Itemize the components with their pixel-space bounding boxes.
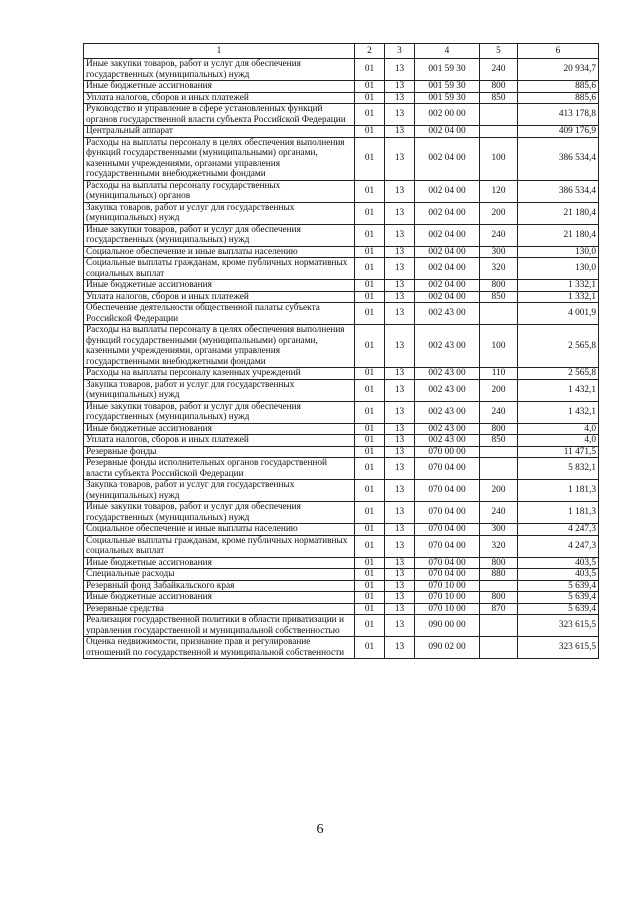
table-row — [84, 592, 599, 604]
table-row — [84, 368, 599, 380]
subsection-cell: 13 — [385, 280, 415, 292]
target-article-cell: 002 04 00 — [415, 258, 480, 280]
column-header: 2 — [355, 44, 385, 59]
section-cell: 01 — [355, 92, 385, 104]
amount-cell: 409 176,9 — [518, 126, 599, 138]
expense-type-cell: 240 — [480, 224, 518, 246]
row-name-cell: Расходы на выплаты персоналу казенных учреждений — [84, 368, 355, 380]
subsection-cell: 13 — [385, 603, 415, 615]
page-number: 6 — [316, 822, 324, 837]
section-cell: 01 — [355, 368, 385, 380]
expense-type-cell: 200 — [480, 379, 518, 401]
subsection-cell: 13 — [385, 615, 415, 637]
subsection-cell: 13 — [385, 325, 415, 368]
target-article-cell: 070 04 00 — [415, 502, 480, 524]
expense-type-cell: 800 — [480, 592, 518, 604]
table-row — [84, 202, 599, 224]
target-article-cell: 070 04 00 — [415, 480, 480, 502]
target-article-cell: 002 04 00 — [415, 180, 480, 202]
expense-type-cell: 240 — [480, 59, 518, 81]
subsection-cell: 13 — [385, 480, 415, 502]
target-article-cell: 070 04 00 — [415, 557, 480, 569]
row-name-cell: Иные закупки товаров, работ и услуг для обеспечения государственных (муниципальных) нужд — [84, 59, 355, 81]
expense-type-cell: 200 — [480, 202, 518, 224]
row-name-cell: Иные бюджетные ассигнования — [84, 423, 355, 435]
section-cell: 01 — [355, 81, 385, 93]
row-name-cell: Иные закупки товаров, работ и услуг для обеспечения государственных (муниципальных) нужд — [84, 502, 355, 524]
target-article-cell: 002 04 00 — [415, 291, 480, 303]
amount-cell: 11 471,5 — [518, 446, 599, 458]
table-row — [84, 435, 599, 447]
subsection-cell: 13 — [385, 524, 415, 536]
row-name-cell: Центральный аппарат — [84, 126, 355, 138]
section-cell: 01 — [355, 59, 385, 81]
row-name-cell: Социальные выплаты гражданам, кроме публичных нормативных социальных выплат — [84, 258, 355, 280]
amount-cell: 4 001,9 — [518, 303, 599, 325]
table-row — [84, 379, 599, 401]
section-cell: 01 — [355, 126, 385, 138]
table-row — [84, 180, 599, 202]
amount-cell: 5 639,4 — [518, 592, 599, 604]
subsection-cell: 13 — [385, 303, 415, 325]
section-cell: 01 — [355, 524, 385, 536]
subsection-cell: 13 — [385, 137, 415, 180]
subsection-cell: 13 — [385, 126, 415, 138]
row-name-cell: Иные бюджетные ассигнования — [84, 592, 355, 604]
subsection-cell: 13 — [385, 557, 415, 569]
table-row — [84, 502, 599, 524]
amount-cell: 386 534,4 — [518, 137, 599, 180]
expense-type-cell: 110 — [480, 368, 518, 380]
budget-table — [83, 43, 599, 659]
column-header: 3 — [385, 44, 415, 59]
amount-cell: 323 615,5 — [518, 615, 599, 637]
section-cell: 01 — [355, 502, 385, 524]
subsection-cell: 13 — [385, 569, 415, 581]
target-article-cell: 002 43 00 — [415, 379, 480, 401]
row-name-cell: Социальное обеспечение и иные выплаты населению — [84, 246, 355, 258]
table-row — [84, 535, 599, 557]
amount-cell: 403,5 — [518, 557, 599, 569]
section-cell: 01 — [355, 458, 385, 480]
section-cell: 01 — [355, 592, 385, 604]
table-row — [84, 303, 599, 325]
table-row — [84, 59, 599, 81]
row-name-cell: Иные закупки товаров, работ и услуг для обеспечения государственных (муниципальных) нужд — [84, 224, 355, 246]
section-cell: 01 — [355, 180, 385, 202]
expense-type-cell — [480, 458, 518, 480]
table-row — [84, 325, 599, 368]
expense-type-cell — [480, 580, 518, 592]
section-cell: 01 — [355, 379, 385, 401]
amount-cell: 4 247,3 — [518, 535, 599, 557]
subsection-cell: 13 — [385, 379, 415, 401]
section-cell: 01 — [355, 246, 385, 258]
target-article-cell: 002 04 00 — [415, 202, 480, 224]
table-row — [84, 81, 599, 93]
section-cell: 01 — [355, 280, 385, 292]
table-row — [84, 401, 599, 423]
row-name-cell: Закупка товаров, работ и услуг для государственных (муниципальных) нужд — [84, 480, 355, 502]
target-article-cell: 002 43 00 — [415, 325, 480, 368]
amount-cell: 323 615,5 — [518, 637, 599, 659]
expense-type-cell: 850 — [480, 435, 518, 447]
section-cell: 01 — [355, 291, 385, 303]
section-cell: 01 — [355, 303, 385, 325]
target-article-cell: 070 04 00 — [415, 524, 480, 536]
target-article-cell: 002 43 00 — [415, 401, 480, 423]
row-name-cell: Социальное обеспечение и иные выплаты населению — [84, 524, 355, 536]
section-cell: 01 — [355, 446, 385, 458]
target-article-cell: 002 00 00 — [415, 104, 480, 126]
table-row — [84, 280, 599, 292]
amount-cell: 2 565,8 — [518, 368, 599, 380]
target-article-cell: 002 43 00 — [415, 435, 480, 447]
row-name-cell: Резервные средства — [84, 603, 355, 615]
target-article-cell: 090 00 00 — [415, 615, 480, 637]
expense-type-cell: 800 — [480, 557, 518, 569]
column-header: 5 — [480, 44, 518, 59]
table-row — [84, 126, 599, 138]
subsection-cell: 13 — [385, 458, 415, 480]
expense-type-cell: 800 — [480, 280, 518, 292]
subsection-cell: 13 — [385, 202, 415, 224]
expense-type-cell: 300 — [480, 246, 518, 258]
expense-type-cell — [480, 615, 518, 637]
amount-cell: 1 432,1 — [518, 401, 599, 423]
table-row — [84, 480, 599, 502]
subsection-cell: 13 — [385, 637, 415, 659]
expense-type-cell: 880 — [480, 569, 518, 581]
section-cell: 01 — [355, 637, 385, 659]
table-row — [84, 569, 599, 581]
section-cell: 01 — [355, 202, 385, 224]
section-cell: 01 — [355, 137, 385, 180]
row-name-cell: Реализация государственной политики в области приватизации и управления государственной и муниципальной собственностью — [84, 615, 355, 637]
section-cell: 01 — [355, 104, 385, 126]
expense-type-cell: 100 — [480, 137, 518, 180]
section-cell: 01 — [355, 401, 385, 423]
target-article-cell: 002 43 00 — [415, 368, 480, 380]
row-name-cell: Закупка товаров, работ и услуг для государственных (муниципальных) нужд — [84, 202, 355, 224]
amount-cell: 885,6 — [518, 81, 599, 93]
row-name-cell: Иные бюджетные ассигнования — [84, 81, 355, 93]
expense-type-cell: 320 — [480, 258, 518, 280]
expense-type-cell: 800 — [480, 81, 518, 93]
subsection-cell: 13 — [385, 258, 415, 280]
table-row — [84, 423, 599, 435]
column-header: 4 — [415, 44, 480, 59]
row-name-cell: Уплата налогов, сборов и иных платежей — [84, 435, 355, 447]
row-name-cell: Социальные выплаты гражданам, кроме публичных нормативных социальных выплат — [84, 535, 355, 557]
subsection-cell: 13 — [385, 423, 415, 435]
table-row — [84, 580, 599, 592]
table-row — [84, 224, 599, 246]
subsection-cell: 13 — [385, 224, 415, 246]
target-article-cell: 070 10 00 — [415, 603, 480, 615]
target-article-cell: 001 59 30 — [415, 81, 480, 93]
expense-type-cell: 240 — [480, 401, 518, 423]
section-cell: 01 — [355, 557, 385, 569]
row-name-cell: Руководство и управление в сфере установленных функций органов государственной власти субъекта Российской Федерации — [84, 104, 355, 126]
subsection-cell: 13 — [385, 92, 415, 104]
table-row — [84, 458, 599, 480]
amount-cell: 4,0 — [518, 435, 599, 447]
subsection-cell: 13 — [385, 59, 415, 81]
target-article-cell: 070 10 00 — [415, 580, 480, 592]
subsection-cell: 13 — [385, 368, 415, 380]
amount-cell: 403,5 — [518, 569, 599, 581]
section-cell: 01 — [355, 580, 385, 592]
amount-cell: 130,0 — [518, 246, 599, 258]
table-row — [84, 104, 599, 126]
section-cell: 01 — [355, 258, 385, 280]
table-body — [84, 59, 599, 659]
column-header: 1 — [84, 44, 355, 59]
amount-cell: 130,0 — [518, 258, 599, 280]
amount-cell: 885,6 — [518, 92, 599, 104]
header-row — [84, 44, 599, 59]
section-cell: 01 — [355, 615, 385, 637]
expense-type-cell — [480, 303, 518, 325]
row-name-cell: Резервные фонды исполнительных органов государственной власти субъекта Российской Федерации — [84, 458, 355, 480]
table-row — [84, 637, 599, 659]
amount-cell: 5 639,4 — [518, 603, 599, 615]
subsection-cell: 13 — [385, 246, 415, 258]
table-row — [84, 258, 599, 280]
amount-cell: 413 178,8 — [518, 104, 599, 126]
expense-type-cell: 850 — [480, 92, 518, 104]
subsection-cell: 13 — [385, 446, 415, 458]
table-row — [84, 557, 599, 569]
amount-cell: 4 247,3 — [518, 524, 599, 536]
table-row — [84, 291, 599, 303]
row-name-cell: Обеспечение деятельности общественной палаты субъекта Российской Федерации — [84, 303, 355, 325]
amount-cell: 1 332,1 — [518, 291, 599, 303]
expense-type-cell: 300 — [480, 524, 518, 536]
expense-type-cell: 120 — [480, 180, 518, 202]
amount-cell: 1 332,1 — [518, 280, 599, 292]
target-article-cell: 070 04 00 — [415, 458, 480, 480]
subsection-cell: 13 — [385, 401, 415, 423]
expense-type-cell — [480, 126, 518, 138]
expense-type-cell — [480, 446, 518, 458]
target-article-cell: 002 43 00 — [415, 423, 480, 435]
section-cell: 01 — [355, 423, 385, 435]
section-cell: 01 — [355, 535, 385, 557]
section-cell: 01 — [355, 480, 385, 502]
row-name-cell: Оценка недвижимости, признание прав и регулирование отношений по государственной и муниципальной собственности — [84, 637, 355, 659]
amount-cell: 386 534,4 — [518, 180, 599, 202]
amount-cell: 5 639,4 — [518, 580, 599, 592]
column-header: 6 — [518, 44, 599, 59]
expense-type-cell — [480, 637, 518, 659]
row-name-cell: Специальные расходы — [84, 569, 355, 581]
row-name-cell: Расходы на выплаты персоналу в целях обеспечения выполнения функций государственными (муниципальными) органами, казенными учреждениями, органами управления государственными внебюджетными фондами — [84, 137, 355, 180]
expense-type-cell: 850 — [480, 291, 518, 303]
subsection-cell: 13 — [385, 81, 415, 93]
expense-type-cell — [480, 104, 518, 126]
subsection-cell: 13 — [385, 502, 415, 524]
section-cell: 01 — [355, 435, 385, 447]
target-article-cell: 002 04 00 — [415, 137, 480, 180]
subsection-cell: 13 — [385, 580, 415, 592]
target-article-cell: 090 02 00 — [415, 637, 480, 659]
amount-cell: 21 180,4 — [518, 224, 599, 246]
subsection-cell: 13 — [385, 291, 415, 303]
target-article-cell: 070 10 00 — [415, 592, 480, 604]
target-article-cell: 002 43 00 — [415, 303, 480, 325]
section-cell: 01 — [355, 603, 385, 615]
expense-type-cell: 100 — [480, 325, 518, 368]
amount-cell: 21 180,4 — [518, 202, 599, 224]
section-cell: 01 — [355, 224, 385, 246]
amount-cell: 1 181,3 — [518, 480, 599, 502]
table-row — [84, 615, 599, 637]
target-article-cell: 070 00 00 — [415, 446, 480, 458]
table-row — [84, 603, 599, 615]
row-name-cell: Резервный фонд Забайкальского края — [84, 580, 355, 592]
expense-type-cell: 240 — [480, 502, 518, 524]
amount-cell: 1 181,3 — [518, 502, 599, 524]
amount-cell: 5 832,1 — [518, 458, 599, 480]
expense-type-cell: 200 — [480, 480, 518, 502]
subsection-cell: 13 — [385, 535, 415, 557]
target-article-cell: 001 59 30 — [415, 59, 480, 81]
table-row — [84, 137, 599, 180]
row-name-cell: Иные закупки товаров, работ и услуг для обеспечения государственных (муниципальных) нужд — [84, 401, 355, 423]
table-row — [84, 246, 599, 258]
amount-cell: 1 432,1 — [518, 379, 599, 401]
target-article-cell: 002 04 00 — [415, 280, 480, 292]
amount-cell: 4,0 — [518, 423, 599, 435]
target-article-cell: 002 04 00 — [415, 126, 480, 138]
target-article-cell: 070 04 00 — [415, 569, 480, 581]
amount-cell: 2 565,8 — [518, 325, 599, 368]
expense-type-cell: 870 — [480, 603, 518, 615]
target-article-cell: 002 04 00 — [415, 246, 480, 258]
section-cell: 01 — [355, 325, 385, 368]
table-row — [84, 524, 599, 536]
expense-type-cell: 800 — [480, 423, 518, 435]
subsection-cell: 13 — [385, 104, 415, 126]
subsection-cell: 13 — [385, 592, 415, 604]
row-name-cell: Иные бюджетные ассигнования — [84, 280, 355, 292]
row-name-cell: Расходы на выплаты персоналу государственных (муниципальных) органов — [84, 180, 355, 202]
section-cell: 01 — [355, 569, 385, 581]
expense-type-cell: 320 — [480, 535, 518, 557]
row-name-cell: Закупка товаров, работ и услуг для государственных (муниципальных) нужд — [84, 379, 355, 401]
row-name-cell: Иные бюджетные ассигнования — [84, 557, 355, 569]
row-name-cell: Расходы на выплаты персоналу в целях обеспечения выполнения функций государственными (муниципальными) органами, казенными учреждениями, органами управления государственными внебюджетными фондами — [84, 325, 355, 368]
row-name-cell: Резервные фонды — [84, 446, 355, 458]
target-article-cell: 070 04 00 — [415, 535, 480, 557]
subsection-cell: 13 — [385, 435, 415, 447]
row-name-cell: Уплата налогов, сборов и иных платежей — [84, 291, 355, 303]
row-name-cell: Уплата налогов, сборов и иных платежей — [84, 92, 355, 104]
target-article-cell: 002 04 00 — [415, 224, 480, 246]
target-article-cell: 001 59 30 — [415, 92, 480, 104]
table-row — [84, 92, 599, 104]
amount-cell: 20 934,7 — [518, 59, 599, 81]
subsection-cell: 13 — [385, 180, 415, 202]
table-row — [84, 446, 599, 458]
